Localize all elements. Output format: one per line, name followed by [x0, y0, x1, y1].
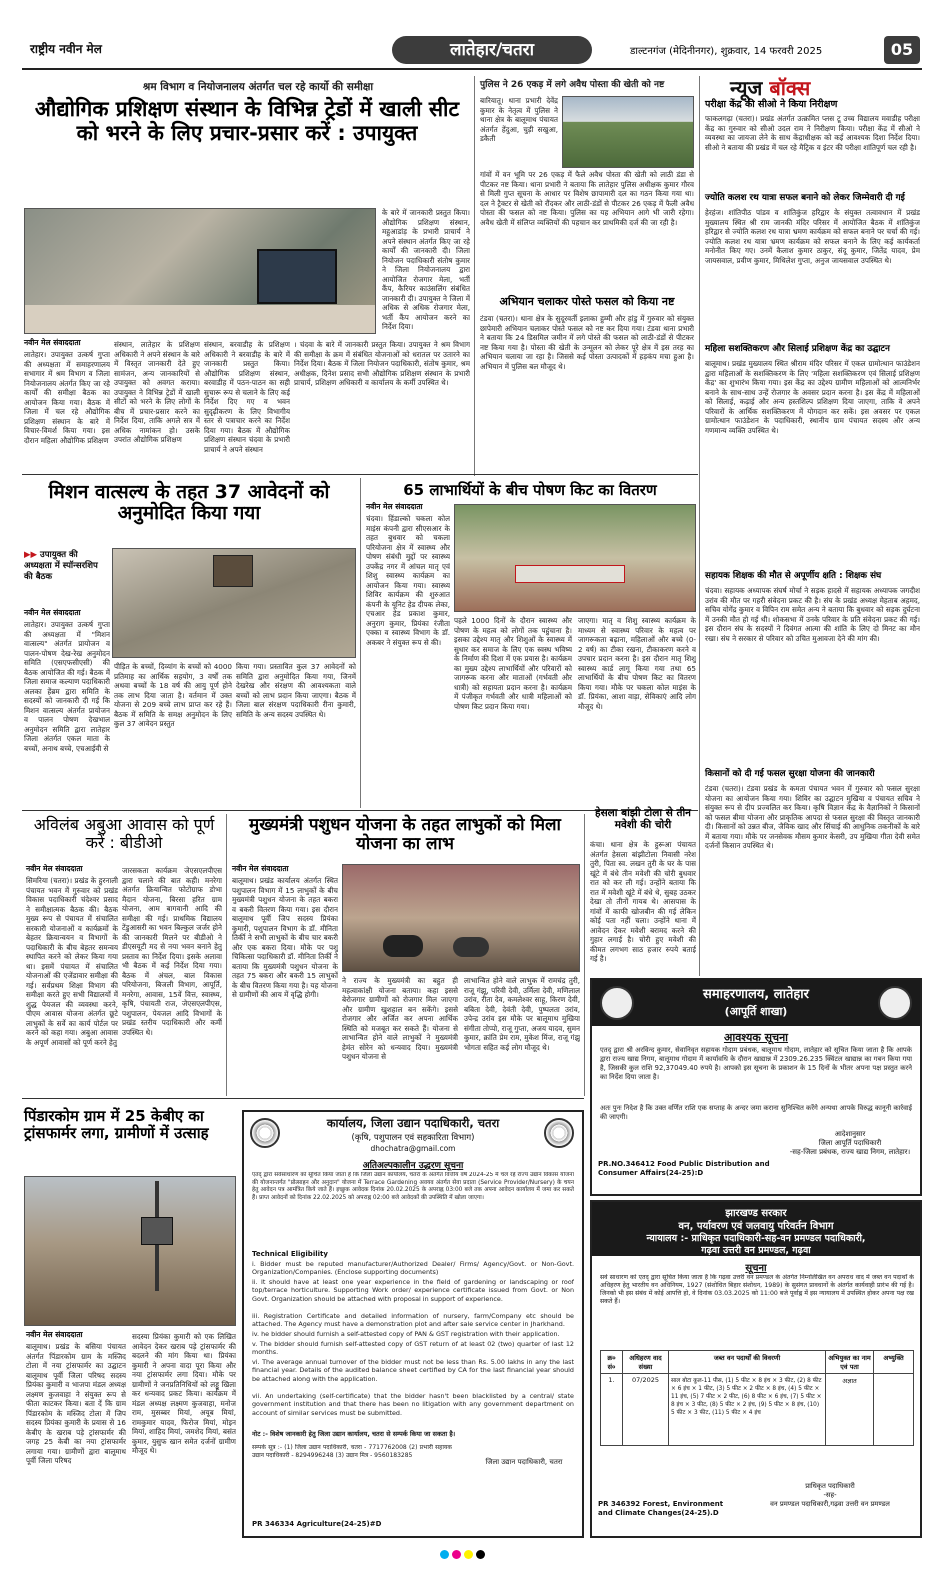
- lead-byline: नवीन मेल संवाददाता: [24, 338, 81, 347]
- pashu-body-col3: लाभान्वित होने वाले लाभुक में रामचंद्र तुरी, राजू गंझू, परिवी देवी, उर्मिला देवी, मणिलाल उरांव, रीता देव, कमलेश्वर साहू, किरण देवी, बबिता देवी, देवंती देवी, पुष्पलता उरांव, उपेन्द्र उरांव इस मौके पर बालूमाथ मुखिया संगीता तोप्पो, राजू गुप्ता, अजय यादव, सुमन कुमार, क्रांति प्रेम राम, मुकेश मिंज, राजू गंझू भोगता सहित कई लोग मौजूद थे।: [464, 976, 580, 1052]
- campaign-body: टंडवा (चतरा)। थाना क्षेत्र के सुदूरवर्ती इलाका हुम्मी और हांडु में गुरुवार को संयुक्त छापेमारी अभियान चलाकर पोस्ते फसल को नष्ट कर दिया गया। टंडवा थाना प्रभारी ने बताया कि 24 डिसमिल जमीन में लगे पोस्ते की फसल को लाठी-डंडों से पीटकर नष्ट किया गया है। पोस्ता की खेती के उन्मूलन को लेकर पूरे क्षेत्र में इस तरह का अभियान चलाया जा रहा है। जिससे कई पोस्ता उत्पादकों में हड़कंप मचा हुआ है। अभियान में पुलिस बल मौजूद थे।: [480, 314, 694, 371]
- nutrition-body-col3: जाएगा। मातृ व शिशु स्वास्थ्य कार्यक्रम के माध्यम से स्वास्थ्य परिवार के महत्व पर जागरूकता बढ़ाना, महिलाओं और बच्चे (0-2 वर्ष) का टीका रखना, टीकाकरण करने व उपचार प्रदान करना है। इस दौरान मातृ शिशु स्वास्थ्य कार्ड लागू किया गया तथा 65 लाभार्थियों के बीच पोषण किट का वितरण किया गया। मौके पर चकला कोल माइंस के डॉ. प्रियंका, आशा वाड़ा, सेविकाएं आदि लोग मौजूद थे।: [578, 616, 696, 711]
- page-number: 05: [884, 36, 920, 64]
- table-row: [601, 1374, 914, 1446]
- ad-horti-eligibility-6: vi. The average annual turnover of the bidder must not be less than Rs. 5.00 lakhs in any the last financial year. Details of the audited balance sheet certified by CA for the last financial year should be attached along with the application.: [252, 1358, 574, 1383]
- goat-shape-2: [453, 937, 489, 957]
- section-rule-3: [22, 1098, 584, 1099]
- pashu-body-col1: बालूमाथ। प्रखंड कार्यालय अंतर्गत स्थित पशुपालन विभाग में 15 लाभुकों के बीच मुख्यमंत्री पशुधन योजना के तहत बकरा व बकरी वितरण किया गया। इस दौरान बालूमाथ पूर्वी जिप सदस्य प्रियंका कुमारी, पशुपालन विभाग के डॉ. मीनिता तिर्की ने सभी लाभुकों के बीच चार बकरी और एक बकरा दिया। मौके पर पशु चिकित्सा पदाधिकारी डॉ. मीनिता तिर्की ने बताया कि मुख्यमंत्री पशुधन योजना के तहत 75 बकरा और बकरी 15 लाभुकों के बीच वितरण किया गया है। यह योजना से ग्रामीणों की आय में वृद्धि होगी।: [232, 876, 338, 999]
- theft-body: कंचा। थाना क्षेत्र के हुरूआ पंचायत अंतर्गत हेसला बांझीटोला निवासी नरेश तुरी, पिता स्व. लखन तुरी के घर के पास खूंटे में बंधे तीन मवेशी की चोरी बुधवार रात को कर ली गई। उन्होंने बताया कि रात में मवेशी खूंटे में बंधे थे, सुबह उठकर देखा तो तीनों गायब थे। आसपास के गांवों में काफी खोजबीन की गई लेकिन कोई पता नहीं चला। उन्होंने थाना में आवेदन देकर मवेशी बरामद करने की गुहार लगाई है। चोरी हुए मवेशी की कीमत लगभग साठ हजार रुपये बताई गई है।: [590, 840, 696, 963]
- table-cell: साल बोटा कुल-11 पीस, (1) 5 फीट × 8 इंच × 3 फीट, (2) 8 फीट × 6 इंच × 1 फीट, (3) 5 फीट × 2 फीट × 8 इंच, (4) 5 फीट × 11 इंच, (5) 7 फीट × 2 फीट, (6) 8 फीट × 6 इंच, (7) 5 फीट × 8 इंच × 3 फीट, (8) 5 फीट × 2 इंच, (9) 5 फीट × 8 इंच, (10) 5 फीट × 3 फीट, (11) 5 फीट × 4 इंच: [669, 1374, 826, 1446]
- poppy-headline: पुलिस ने 26 एकड़ में लगे अवैध पोस्ता की खेती को नष्ट: [480, 80, 665, 90]
- ad-horti-notice-title: अतिअल्पकालीन उद्धरण सूचना: [362, 1161, 464, 1171]
- section-rule-1: [22, 474, 698, 475]
- paper-logo: राष्ट्रीय नवीन मेल: [30, 42, 102, 56]
- ad-horti-eligibility-1: i. Bidder must be reputed manufacturer/Authorized Dealer/ Firms/ Agency/Govt. or Non-Govt. Organization/Companies. (Enclose supporting documents): [252, 1260, 574, 1277]
- newsbox-item-4-body: चंदवा। सहायक अध्यापक संघर्ष मोर्चा ने सड़क हादसे में सहायक अध्यापक जगदीश उरांव की मौत पर गहरी संवेदना प्रकट की है। संघ के प्रखंड अध्यक्ष मेहताब अहमद, सचिव योगेंद्र कुमार व विपिन राम समेत अन्य ने बताया कि बुधवार को सड़क दुर्घटना में उनकी मौत हो गई थी। शोकसभा में उनके परिवार के प्रति संवेदना प्रकट की गई। इस दौरान संघ के सदस्यों ने दिवंगत आत्मा की शांति के लिए दो मिनट का मौन रखा। संघ ने सरकार से परिवार को उचित मुआवजा देने की मांग की।: [705, 586, 920, 643]
- ad-forest-dept: वन, पर्यावरण एवं जलवायु परिवर्तन विभाग: [678, 1221, 834, 1232]
- ad-forest-notice-title: सूचना: [745, 1263, 767, 1274]
- ad-horti-eligibility-title: Technical Eligibility: [252, 1250, 328, 1258]
- ad-forest-signature: प्राधिकृत पदाधिकारी -सह- वन प्रमण्डल पदाधिकारी,गढ़वा उत्तरी वन प्रमण्डल: [770, 1482, 890, 1508]
- col-divider-4: [226, 814, 227, 1096]
- transformer-headline: पिंडारकोम ग्राम में 25 केबीए का ट्रांसफार्मर लगा, ग्रामीणों में उत्साह: [24, 1107, 209, 1142]
- reg-mark-yellow: [464, 1550, 473, 1559]
- nutrition-headline: 65 लाभार्थियों के बीच पोषण किट का वितरण: [403, 481, 657, 499]
- ad-horti-eligibility-5: v. The bidder should furnish self-attested copy of GST return of at least 02 (two) quarter of last 12 months.: [252, 1340, 574, 1357]
- newsbox-item-1-headline: परीक्षा केंद्र की सीओ ने किया निरीक्षण: [705, 99, 838, 110]
- nutrition-byline: नवीन मेल संवाददाता: [366, 502, 423, 511]
- ad-forest-body: सर्व साधारण को एतद् द्वारा सूचित किया जाता है कि गढ़वा उत्तरी वन प्रमण्डल के अंतर्गत निम्नलिखित वन अपराध वाद में जब्त वन पदार्थों के अधिहरण हेतु भारतीय वन अधिनियम, 1927 (संशोधित बिहार संशोधन, 1989) के सुसंगत प्रावधानों के अंतर्गत कार्यवाही प्रारंभ की गई है। जिनको भी इस संबंध में कोई आपत्ति हो, वे दिनांक 03.03.2025 को 11:00 बजे पूर्वाह्न में इस न्यायालय में उपस्थित होकर अपना पक्ष रख सकते हैं।: [600, 1274, 914, 1305]
- col-divider-2: [699, 76, 700, 976]
- vatsalya-byline: नवीन मेल संवाददाता: [24, 608, 81, 617]
- pashu-photo: [342, 864, 580, 972]
- pashu-byline: नवीन मेल संवाददाता: [232, 864, 289, 873]
- table-cell: 1.: [601, 1374, 623, 1446]
- ad-samaharnalay-signature: आदेशानुसार जिला आपूर्ति पदाधिकारी -सह-जिला प्रबंधक, राज्य खाद्य निगम, लातेहार।: [789, 1130, 911, 1156]
- ad-horti-office: कार्यालय, जिला उद्यान पदाधिकारी, चतरा: [326, 1116, 500, 1130]
- vatsalya-body-col3: किया गया। प्रस्तावित कुल 37 आवेदनों को समिति द्वारा अनुमोदित किया गया, जिनमें देखरेख और संरक्षण की आवश्यकता वाले बच्चों को लाभ प्रदान किया जाएगा। बैठक में जिला बाल संरक्षण पदाधिकारी रीना कुमारी, समिति के अन्य सदस्य उपस्थित थे।: [236, 662, 356, 719]
- awas-headline: अविलंब अबुआ आवास को पूर्ण करें : बीडीओ: [33, 815, 215, 852]
- newsbox-item-3-body: बालूमाथ। प्रखंड मुख्यालय स्थित श्रीराम मंदिर परिसर में एकल ग्रामोत्थान फाउंडेशन द्वारा महिलाओं के सशक्तिकरण के लिए 'महिला सशक्तिकरण एवं सिलाई प्रशिक्षण केंद्र' का शुभारंभ किया गया। इस केंद्र का उद्देश्य ग्रामीण महिलाओं को आत्मनिर्भर बनाने के साथ-साथ उन्हें रोजगार के अवसर प्रदान करना है। इस केंद्र में महिलाओं को सिलाई, कढ़ाई और अन्य हस्तशिल्प प्रशिक्षण दिया जाएगा, ताकि वे अपने परिवारों के आर्थिक सशक्तिकरण में योगदान कर सकें। इस अवसर पर एकल ग्रामोत्थान फाउंडेशन के पदाधिकारी, स्थानीय ग्राम पंचायत सदस्य और अन्य गणमान्य व्यक्ति उपस्थित थे।: [705, 359, 920, 435]
- ad-forest-table-wrap: [600, 1350, 914, 1446]
- pashu-headline: मुख्यमंत्री पशुधन योजना के तहत लाभुकों को मिला योजना का लाभ: [249, 815, 561, 855]
- poppy-body: गांवों में वन भूमि पर 26 एकड़ में फैले अवैध पोस्ता की खेती को लाठी डंडा से पीटकर नष्ट किया। थाना प्रभारी ने बताया कि लातेहार पुलिस अधीक्षक कुमार गौरव से मिली गुप्त सूचना के आधार पर विशेष छापामारी दल का गठन किया गया था। दल ने ट्रैक्टर से खेती को रौंदकर और लाठी-डंडों से पीटकर 26 एकड़ में फैली अवैध पोस्ता की फसल को नष्ट किया। पुलिस का यह अभियान आगे भी जारी रहेगा। अवैध खेती में संलिप्त व्यक्तियों की पहचान कर प्राथमिकी दर्ज की जा रही है।: [480, 170, 694, 227]
- ad-samaharnalay-subtitle: (आपूर्ति शाखा): [724, 1005, 788, 1018]
- ad-forest: [590, 1200, 922, 1538]
- ad-forest-govt: झारखण्ड सरकार: [725, 1208, 787, 1219]
- vatsalya-photo: [112, 548, 356, 658]
- reg-mark-black: [476, 1550, 485, 1559]
- pashu-body-col2: ने राज्य के मुख्यमंत्री का बहुत ही महत्वाकांक्षी योजना बताया। कहा इससे बेरोजगार ग्रामीणों को रोजगार मिल जाएगा और ग्रामीण खुशहाल बन सकेंगे। इससे रोजगार और अर्जित कर अपना आर्थिक स्थिति को मजबूत कर सकते हैं। योजना से लाभान्वित होने वाले लाभुकों ने मुख्यमंत्री हेमंत सोरेन को धन्यवाद दिया। मुख्यमंत्री पशुधन योजना से: [342, 976, 458, 1061]
- table-cell: अज्ञात: [826, 1374, 874, 1446]
- ad-forest-table-header: [601, 1351, 914, 1374]
- masthead: [22, 34, 922, 66]
- ad-samaharnalay-notice-title: आवश्यक सूचना: [723, 1031, 789, 1044]
- ad-samaharnalay-body: एतद् द्वारा श्री अरविन्द कुमार, सेवानिवृत सहायक गोदाम प्रबंधक, बालूमाथ गोदाम, लातेहार को सूचित किया जाता है कि आपके द्वारा राज्य खाद्य निगम, बालूमाथ गोदाम में कार्यावधि के दौरान खाद्यान्न में 2309.26.235 क्विंटल खाद्यान्न का गबन किया गया है, जिसकी कुल राशि 92,37049.40 रुपये है। आपको इस सूचना के प्रकाशन के 15 दिनों के भीतर अपना पक्ष प्रस्तुत करने का निर्देश दिया जाता है।: [600, 1046, 912, 1081]
- ad-horti-signature: जिला उद्यान पदाधिकारी, चतरा: [485, 1458, 563, 1466]
- ad-horti-eligibility-7: vii. An undertaking (self-certificate) that the bidder hasn't been blacklisted by a central/ state government institution and that there has been no litigation with any government department on account of similar services must be submitted.: [252, 1392, 574, 1417]
- awas-body-col1: सिमरिया (चतरा)। प्रखंड के हुरनाली पंचायत भवन में गुरुवार को प्रखंड विकास पदाधिकारी चंदेश्वर प्रसाद ने समीक्षात्मक बैठक की। बैठक मुख्य रूप से पंचायत में संचालित सरकारी योजनाओं व कार्यक्रमों के बेहतर क्रियान्वयन व विभागों के पदाधिकारी के बीच बेहतर समन्वय स्थापित करने को लेकर किया गया था। इसमें पंचायत में संचालित योजनाओं की एजेंडावार समीक्षा की गई। सर्वप्रथम शिक्षा विभाग की समीक्षा करते हुए सभी विद्यालयों में शुद्ध पेयजल की व्यवस्था करने, पीएम आवास योजना अंतर्गत छूटे लाभुकों के सर्वे का कार्य पोर्टल पर करने को कहा गया। अबुआ आवास के अपूर्ण आवासों को पूर्ण करने हेतु: [26, 876, 118, 1047]
- ad-horticulture: [242, 1110, 584, 1538]
- lead-body-col1: लातेहार। उपायुक्त उत्कर्ष गुप्ता की अध्यक्षता में समाहरणालय सभागार में श्रम विभाग व जिला नियोजनालय अंतर्गत किए जा रहे कार्यों की समीक्षा बैठक का आयोजन किया गया। बैठक में जिला में चल रहे औद्योगिक प्रशिक्षण संस्थान के बारे में विचार-विमर्श किया गया। इस दौरान महिला औद्योगिक प्रशिक्षण: [24, 350, 110, 445]
- poppy-photo: [562, 96, 694, 168]
- registration-strip: [440, 1550, 530, 1560]
- emblem-horti-left-icon: [250, 1118, 280, 1148]
- poppy-lead: बारियातू। थाना प्रभारी देवेंद्र कुमार के नेतृत्व में पुलिस ने थाना क्षेत्र के बालूमाथ पंचायत अंतर्गत हेंदुआ, चुड़ी सखुआ, डकैती: [480, 96, 558, 143]
- table-header-cell: अभियुक्त का नाम एवं पता: [826, 1351, 874, 1374]
- section-banner: लातेहार/चतरा: [392, 36, 592, 64]
- ad-forest-court: न्यायालय :- प्राधिकृत पदाधिकारी-सह-वन प्रमण्डल पदाधिकारी,: [646, 1233, 866, 1244]
- lead-photo: [24, 208, 376, 334]
- ad-horti-dept: (कृषि, पशुपालन एवं सहकारिता विभाग): [351, 1133, 475, 1143]
- banner-shape: [515, 565, 625, 583]
- newsbox-item-2-headline: ज्योति कलश रथ यात्रा सफल बनाने को लेकर जिम्मेवारी दी गई: [705, 193, 905, 203]
- ad-horti-eligibility-3: iii. Registration Certificate and detailed information of nursery, farm/Company etc should be attached. The Agency must have a demonstration plot and after sale service center in Jharkhand.: [252, 1312, 574, 1329]
- campaign-headline: अभियान चलाकर पोस्ते फसल को किया नष्ट: [499, 295, 675, 308]
- ad-forest-division: गढ़वा उत्तरी वन प्रमण्डल, गढ़वा: [701, 1245, 811, 1256]
- newsbox-item-3-headline: महिला सशक्तिकरण और सिलाई प्रशिक्षण केंद्र का उद्घाटन: [705, 344, 890, 354]
- ad-forest-pr: PR 346392 Forest, Environment and Climate Changes(24-25).D: [598, 1500, 724, 1517]
- table-header-cell: अधिहरण वाद संख्या: [623, 1351, 669, 1374]
- vatsalya-sidebar-arrow: ▶▶: [24, 550, 41, 560]
- vatsalya-headline: मिशन वात्सल्य के तहत 37 आवेदनों को अनुमोदित किया गया: [48, 481, 330, 525]
- ad-horti-contacts: सम्पर्क सूत्र :- (1) जिला उद्यान पदाधिकारी, चतरा - 7717762008 (2) प्रभारी सहायक उद्यान पदाधिकारी - 8294996248 (3) उद्यान मित्र - 9560183285: [252, 1444, 452, 1459]
- reg-mark-magenta: [452, 1550, 461, 1559]
- ad-horti-pr: PR 346334 Agriculture(24-25)#D: [252, 1520, 382, 1528]
- col-divider-3: [360, 478, 361, 808]
- transformer-body-col1: बालूमाथ। प्रखंड के बसिया पंचायत अंतर्गत पिंडारकोम ग्राम के मस्जिद टोला में नया ट्रांसफार्मर का उद्घाटन बालूमाथ पूर्वी जिला परिषद सदस्य प्रियंका कुमारी व भाजपा मंडल अध्यक्ष लक्ष्मण कुजवाहा ने संयुक्त रूप से फीता काटकर किया। बता दें कि ग्राम पिंडारकोम के मस्जिद टोला में जिप सदस्य प्रियंका कुमारी के प्रयास से 16 केबीए के खराब पड़े ट्रांसफार्मर की जगह 25 केबी का नया ट्रांसफार्मर लगाया गया। ग्रामीणों द्वारा बालूमाथ पूर्वी जिला परिषद: [26, 1342, 126, 1465]
- newsbox-item-5-headline: किसानों को दी गई फसल सुरक्षा योजना की जानकारी: [705, 769, 875, 779]
- table-cell: 07/2025: [623, 1374, 669, 1446]
- ad-horti-email: dhochatra@gmail.com: [370, 1144, 456, 1153]
- emblem-right-icon: [878, 986, 912, 1020]
- masthead-rule: [22, 68, 922, 70]
- newsbox-item-1-body: फाकलगढ़ा (चतरा)। प्रखंड अंतर्गत उत्क्रमित प्लस टू उच्च विद्यालय मवाडीह परीक्षा केंद्र का गुरुवार को सीओ उदल राम ने निरीक्षण किया। परीक्षा केंद्र में सीओ ने व्यवस्था का जायजा लेने के साथ केंद्राधीक्षक को कई आवश्यक दिशा निर्देश दिया। सीओ ने बताया की प्रखंड में चल रहे मैट्रिक व इंटर की परीक्षा शांतिपूर्ण चल रही है।: [705, 114, 920, 152]
- vatsalya-body-col1: लातेहार। उपायुक्त उत्कर्ष गुप्ता की अध्यक्षता में "मिशन वात्सल्य" अंतर्गत प्रायोजन व पालन-पोषण देख-रेख अनुमोदन समिति (एसएफसीएसी) की बैठक आयोजित की गई। बैठक में जिला समाज कल्याण पदाधिकारी अलका हेंब्रम द्वारा समिति के सदस्यों को जानकारी दी गई कि मिशन वात्सल्य अंतर्गत प्रायोजन व पालन पोषण देखभाल अनुमोदन समिति द्वारा लातेहार जिला अंतर्गत एकल माता के बच्चों, अनाथ बच्चे, एचआईवी से: [24, 620, 110, 753]
- transformer-shape: [141, 1217, 173, 1245]
- reg-mark-cyan: [440, 1550, 449, 1559]
- col-divider-1: [474, 76, 475, 476]
- ad-horti-eligibility-4: iv. he bidder should furnish a self-attested copy of PAN & GST registration with their application.: [252, 1330, 560, 1338]
- table-cell: [874, 1374, 914, 1446]
- nutrition-photo: [454, 504, 696, 612]
- ad-forest-table: [600, 1350, 914, 1446]
- awas-body-col2: जारसकता कार्यक्रम जेएसएलपीएस द्वारा चलाने की बात कही। मनरेगा अंतर्गत क्रियान्वित फोटोग्राफ डोभा मैदान योजना, बिरसा हरित ग्राम योजना, आम बागवानी आदि की समीक्षा की गई। प्राथमिक विद्यालय टेंडुआसरी का भवन बिल्कुल जर्जर होने की जानकारी मिलने पर बीडीओ ने डीएसयूटी मद से नया भवन बनाने हेतु प्रस्ताव का निर्देश दिया। इसके अलावा भी बैठक में कई निर्देश दिया गया। बैठक में अंचल, बाल विकास परियोजना, बिजली विभाग, आपूर्ति, मनरेगा, आवास, 15वें वित्त, स्वास्थ्य, कृषि, पंचायती राज, जेएसएलपीएस, पशुपालन, पेयजल आदि विभागों के प्रखंड स्तरीय पदाधिकारी और कर्मी उपस्थित थे।: [122, 866, 222, 1037]
- newsbox-item-4-headline: सहायक शिक्षक की मौत से अपूर्णीय क्षति : शिक्षक संघ: [705, 571, 882, 581]
- goat-shape-1: [383, 935, 423, 957]
- lead-body-col2: संस्थान, लातेहार के प्रशिक्षण अधिकारी ने अपने संस्थान के बारे में विस्तृत जानकारी देते हुए सामंजन, अन्य जानकारियों से उपायुक्त को अवगत कराया। उपायुक्त ने विभिन्न ट्रेडों में खाली सीटों को भरने के लिए लोगों के बीच में प्रचार-प्रसार करने का निर्देश दिया, ताकि अगले सत्र में अधिक नामांकन हो। उसके उपरांत औद्योगिक प्रशिक्षण: [114, 340, 200, 444]
- newsbox-item-5-body: टंडवा (चतरा)। टंडवा प्रखंड के कमता पंचायत भवन में गुरुवार को फसल सुरक्षा योजना का आयोजन किया गया। शिविर का उद्घाटन मुखिया व पंचायत सचिव ने संयुक्त रूप से दीप प्रज्वलित कर किया। कृषि विज्ञान केंद्र के वैज्ञानिकों ने किसानों को फसल बीमा योजना और प्राकृतिक आपदा से फसल सुरक्षा की विस्तृत जानकारी दी। किसानों को उन्नत बीज, जैविक खाद और सिंचाई की आधुनिक तकनीकों के बारे में बताया गया। मौके पर जनसेवक मौसम कुमार केसरी, उप मुखिया गीता देवी समेत दर्जनों किसान उपस्थित थे।: [705, 784, 920, 850]
- ad-samaharnalay-header: [592, 980, 920, 1026]
- theft-headline: हेसला बांझी टोला से तीन मवेशी की चोरी: [595, 807, 691, 831]
- emblem-left-icon: [600, 986, 634, 1020]
- awas-byline: नवीन मेल संवाददाता: [26, 864, 83, 873]
- lead-body-col4: । चंदवा के बारे में जानकारी प्रस्तुत किया। उपायुक्त ने श्रम विभाग की समीक्षा के क्रम में संबंधित योजनाओं को धरातल पर उतारने का निर्देश दिया। बैठक में जिला नियोजन पदाधिकारी, संतोष कुमार, श्रम अधीक्षक, दिनेश प्रसाद सभी औद्योगिक प्रशिक्षण संस्थान के प्रभारी प्राचार्य, प्रशिक्षण अधिकारी व कार्यालय के कर्मी उपस्थित थे।: [294, 340, 470, 387]
- table-header-cell: अभ्युक्ति: [874, 1351, 914, 1374]
- lead-headline: औद्योगिक प्रशिक्षण संस्थान के विभिन्न ट्रेडों में खाली सीट को भरने के लिए प्रचार-प्रसार करें : उपायुक्त: [34, 97, 460, 145]
- ad-horti-eligibility-2: ii. It should have at least one year experience in the field of gardening or landscaping or roof top/terrace horticulture. Supporting Work order/ experience certificate issued from Govt. or Non Govt. Organization should be attached with proposal in support of experience.: [252, 1278, 574, 1303]
- ad-horti-note: नोट :- विशेष जानकारी हेतु जिला उद्यान कार्यालय, चतरा से सम्पर्क किया जा सकता है।: [252, 1430, 456, 1438]
- ad-samaharnalay-pr: PR.NO.346412 Food Public Distribution and Consumer Affairs(24-25):D: [598, 1160, 770, 1177]
- transformer-photo: [24, 1176, 236, 1326]
- vatsalya-body-col2: पीड़ित के बच्चों, दिव्यांग के बच्चों को 4000 प्रतिमाह का आर्थिक सहयोग, 3 वर्षों तक अथवा बच्चों के 18 वर्ष की आयु पूर्ण होने तक लाभ दिया जाता है। वर्तमान में उक्त योजना से 209 बच्चे लाभ प्राप्त कर रहे हैं। बैठक में समिति के समक्ष अनुमोदन के लिए कुल 37 आवेदन प्रस्तुत: [114, 662, 232, 728]
- table-header-cell: क्र० सं०: [601, 1351, 623, 1374]
- ad-samaharnalay: [590, 978, 922, 1196]
- vatsalya-sidebar: ▶▶ उपायुक्त की अध्यक्षता में स्पॉन्सरशिप की बैठक: [24, 550, 98, 582]
- table-header-cell: जब्त वन पदार्थों की विवरणी: [669, 1351, 826, 1374]
- table-shape: [25, 305, 375, 333]
- laptop-shape: [257, 249, 337, 304]
- newsbox-title: न्यूज बॉक्स: [730, 76, 811, 100]
- ad-samaharnalay-title: समाहरणालय, लातेहार: [703, 987, 809, 1002]
- lead-kicker: श्रम विभाग व नियोजनालय अंतर्गत चल रहे कार्यो की समीक्षा: [142, 81, 374, 93]
- ad-samaharnalay-body2: अतः पुनः निदेश है कि उक्त वर्णित राशि एक सप्ताह के अन्दर जमा कराना सुनिश्चित करेंगे अन्यथा आपके विरुद्ध कानूनी कार्रवाई की जाएगी।: [600, 1104, 912, 1121]
- ad-forest-header: [592, 1202, 920, 1256]
- transformer-body-col2: सदस्या प्रियंका कुमारी को एक लिखित आवेदन देकर खराब पड़े ट्रांसफार्मर की बदलने की मांग किया था। प्रियंका कुमारी ने अपना वादा पूरा किया और नया ट्रांसफार्मर लगा दिया। मौके पर ग्रामीणों ने जनप्रतिनिधियों को लड्डू खिला कर धन्यवाद प्रकट किया। कार्यक्रम में मंडल अध्यक्ष लक्ष्मण कुजवाहा, मनोज राम, मुसब्बर मियां, अयूब मियां, रामकुमार यादव, फिरोज मियां, मोइन मियां, शाहिद मियां, जमशेद मियां, बसंत कुमार, युसुफ खान समेत दर्जनों ग्रामीण मौजूद थे।: [132, 1332, 236, 1455]
- emblem-horti-right-icon: [544, 1118, 574, 1148]
- newsbox-item-2-body: हेरहंज। शांतिपीठ पांडव व शांतिकुंज हरिद्वार के संयुक्त तत्वावधान में प्रखंड मुख्यालय स्थित श्री राम जानकी मंदिर परिसर में आयोजित बैठक में शांतिकुंज हरिद्वार से ज्योति कलश रथ यात्रा भ्रमण कार्यक्रम को सफल बनाने पर चर्चा की गई। ज्योति कलश रथ यात्रा भ्रमण कार्यक्रम को सफल बनाने के लिए कई कार्यकर्ता मनोनीत किए गए। उनमें कैलाश कुमार ठाकुर, संदू कुमार, जितेंद्र यादव, प्रेम जायसवाल, प्रवीण कुमार, मिथिलेश गुप्ता, अनुज जायसवाल उपस्थित थे।: [705, 208, 920, 265]
- newsbox-title-accent: बॉक्स: [769, 76, 811, 100]
- lead-body-col3: संस्थान, बरवाडीह के प्रशिक्षण अधिकारी ने बरवाडीह के बारे में जानकारी प्रस्तुत किया। औद्योगिक प्रशिक्षण संस्थान, बरवाडीह में पठन-पाठन का सही सुचारू रूप से चलाने के लिए कई निर्देश दिए गए व भवन सुदृढ़ीकरण के लिए विभागीय स्तर से पत्राचार करने का निर्देश दिया गया। बैठक में औद्योगिक प्रशिक्षण संस्थान चंदवा के प्रभारी प्राचार्य ने अपने संस्थान: [204, 340, 290, 454]
- transformer-byline: नवीन मेल संवाददाता: [26, 1330, 83, 1339]
- ad-horti-intro: एतद् द्वारा सर्वसाधारण को सूचित किया जाता है कि जिला उद्यान कार्यालय, चतरा के अंतर्गत वित्तीय वर्ष 2024-25 में चल रहे राज्य उद्यान विकास योजना की योजनान्तर्गत "प्रोत्साहन और अनुदान" योजना में Terrace Gardening अवयव अंतर्गत सेवा प्रदाता (Service Provider/Nursery) के चयन हेतु आवेदन पत्र आमंत्रित किये जाते हैं। इच्छुक आवेदक दिनांक 20.02.2025 के अपराह्न 03:00 बजे तक अपना आवेदन कार्यालय में जमा कर सकते हैं। प्राप्त आवेदनों को दिनांक 22.02.2025 को अपराह्न 02:00 बजे आवेदकों की उपस्थिति में खोला जाएगा।: [252, 1172, 574, 1201]
- lead-body-right: के बारे में जानकारी प्रस्तुत किया।औद्योगिक प्रशिक्षण संस्थान, महुआडांड़ के प्रभारी प्राचार्य ने अपने संस्थान अंतर्गत किए जा रहे कार्यों की जानकारी दी। जिला नियोजन पदाधिकारी संतोष कुमार ने जिला नियोजनालय द्वारा आयोजित रोजगार मेला, भर्ती कैंप, कैरियर काउंसलिंग संबंधित जानकारी दी। उपायुक्त ने जिला में अधिक से अधिक रोजगार मेला, भर्ती कैंप आयोजन करने का निर्देश दिया।: [382, 208, 470, 331]
- dateline: डाल्टनगंज (मेदिनीनगर), शुक्रवार, 14 फरवरी 2025: [630, 46, 823, 57]
- col-divider-5: [584, 814, 585, 1096]
- portrait-shape: [213, 555, 253, 587]
- nutrition-body-col1: चंदवा। हिंडाल्को चकला कोल माइंस कंपनी द्वारा सीएसआर के तहत बुधवार को चकला परियोजना क्षेत्र में स्वास्थ्य और पोषण संबंधी मुद्दों पर स्वास्थ्य उपकेंद्र नगर में आंचल मातृ एवं शिशु स्वास्थ्य कार्यक्रम का आयोजन किया गया। स्वास्थ्य शिविर कार्यक्रम की शुरुआत कंपनी के यूनिट हेड दीपक लेका, एचआर हेड प्रकाश कुमार, अनुराग कुमार, प्रियंका रंजीता एक्का व स्वास्थ्य विभाग के डॉ. अकबर ने संयुक्त रूप से की।: [366, 514, 450, 647]
- nutrition-body-col2: पहले 1000 दिनों के दौरान स्वास्थ्य और पोषण के महत्व को लोगों तक पहुंचाना है। इसका उद्देश्य मातृ और शिशुओं के स्वास्थ्य में सुधार कर समाज के लिए एक स्वस्थ भविष्य के निर्माण की दिशा में एक प्रयास है। कार्यक्रम का मुख्य उद्देश्य लाभार्थियों और परिवारों को जागरूक करना और माताओं (गर्भवती और धात्री) को सहायता प्रदान करना है। कार्यक्रम में पंजीकृत गर्भवती और धात्री महिलाओं को पोषण किट प्रदान किया गया।: [454, 616, 572, 711]
